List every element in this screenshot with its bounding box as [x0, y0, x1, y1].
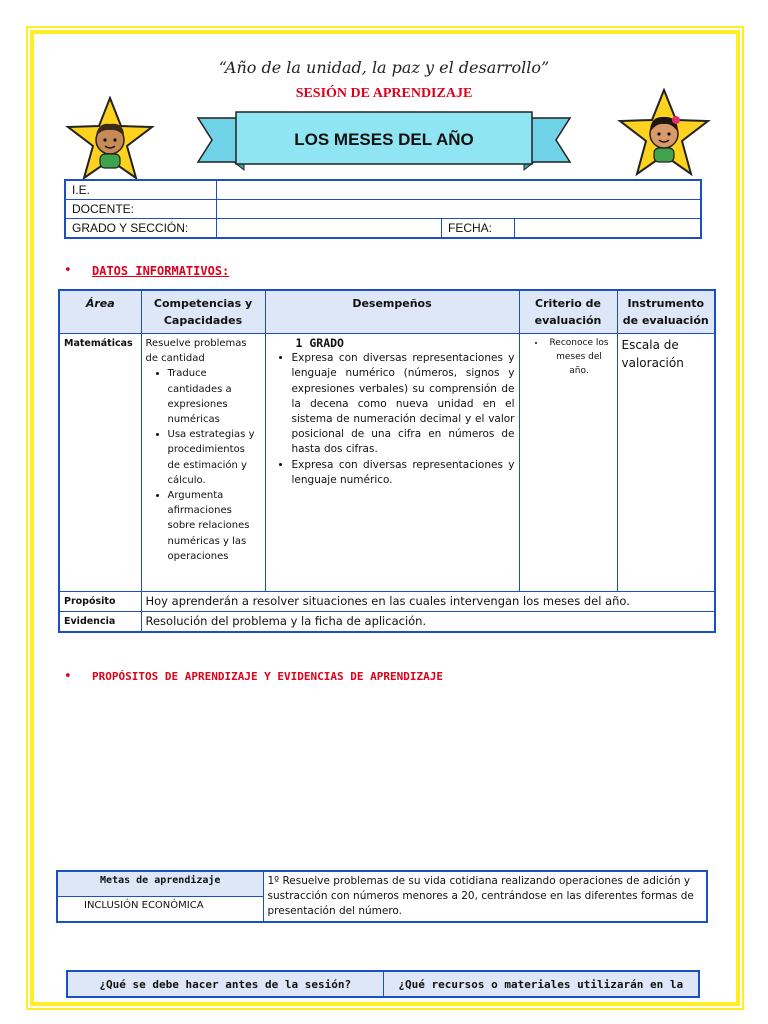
session-label: SESIÓN DE APRENDIZAJE	[295, 86, 473, 101]
antes-sesion-header: ¿Qué se debe hacer antes de la sesión?	[67, 971, 383, 997]
proposito-text: Hoy aprenderán a resolver situaciones en las cuales intervengan los meses del año.	[141, 592, 715, 612]
ie-label: I.E.	[65, 180, 217, 200]
evidencia-label: Evidencia	[59, 612, 141, 633]
header-competencias: Competencias y Capacidades	[141, 290, 265, 334]
metas-text: 1º Resuelve problemas de su vida cotidiana realizando operaciones de adición y sustracción con números menores a 20, centrándose en las diferentes formas de presentación del número.	[263, 871, 707, 922]
proposito-label: Propósito	[59, 592, 141, 612]
boy-star-icon	[64, 96, 156, 182]
capacidad-item: • Argumenta afirmaciones sobre relaciones numéricas y las operaciones	[168, 488, 261, 564]
section1-title: DATOS INFORMATIVOS:	[92, 264, 230, 278]
main-table	[58, 289, 716, 633]
docente-label: DOCENTE:	[65, 200, 217, 219]
metas-table	[56, 870, 708, 923]
header-desempenos: Desempeños	[265, 290, 519, 334]
criterio-item: • Reconoce los meses del año.	[546, 336, 613, 378]
enfoque-label: INCLUSIÓN ECONÓMICA	[57, 897, 263, 923]
girl-star-icon	[616, 88, 712, 178]
desempeno-item: • Expresa con diversas representaciones y lenguaje numérico.	[292, 458, 515, 488]
evidencia-text: Resolución del problema y la ficha de aplicación.	[141, 612, 715, 633]
section2-bullet: •	[64, 669, 72, 684]
header-area: Área	[59, 290, 141, 334]
desempenos-cell	[265, 334, 519, 592]
grado-label: 1 GRADO	[295, 336, 344, 350]
capacidad-item: • Traduce cantidades a expresiones numéricas	[168, 366, 261, 427]
recursos-header: ¿Qué recursos o materiales utilizarán en la	[383, 971, 699, 997]
section1-bullet: •	[64, 263, 72, 278]
area-cell: Matemáticas	[59, 334, 141, 592]
fecha-field[interactable]	[515, 219, 702, 239]
ie-field[interactable]	[217, 180, 702, 200]
competencia-intro: Resuelve problemas de cantidad	[145, 338, 247, 365]
grado-field[interactable]	[217, 219, 442, 239]
instrumento-cell: Escala de valoración	[617, 334, 715, 592]
capacidad-item: • Usa estrategias y procedimientos de estimación y cálculo.	[168, 427, 261, 488]
fecha-label: FECHA:	[442, 219, 515, 239]
desempeno-item: • Expresa con diversas representaciones y lenguaje numérico (números, signos y expresiones verbales) su comprensión de la decena como nueva unidad en el sistema de numeración decimal y el valor posicional de una cifra en números de hasta dos cifras.	[292, 351, 515, 457]
bottom-table	[66, 970, 700, 998]
motto: “Año de la unidad, la paz y el desarrollo”	[218, 58, 550, 77]
competencias-cell	[141, 334, 265, 592]
session-title: LOS MESES DEL AÑO	[294, 130, 474, 149]
header-criterio: Criterio de evaluación	[519, 290, 617, 334]
info-table	[64, 179, 702, 239]
docente-field[interactable]	[217, 200, 702, 219]
header-instrumento: Instrumento de evaluación	[617, 290, 715, 334]
grado-label: GRADO Y SECCIÓN:	[65, 219, 217, 239]
metas-label: Metas de aprendizaje	[57, 871, 263, 897]
criterio-cell	[519, 334, 617, 592]
section2-title: PROPÓSITOS DE APRENDIZAJE Y EVIDENCIAS DE APRENDIZAJE	[92, 670, 443, 683]
